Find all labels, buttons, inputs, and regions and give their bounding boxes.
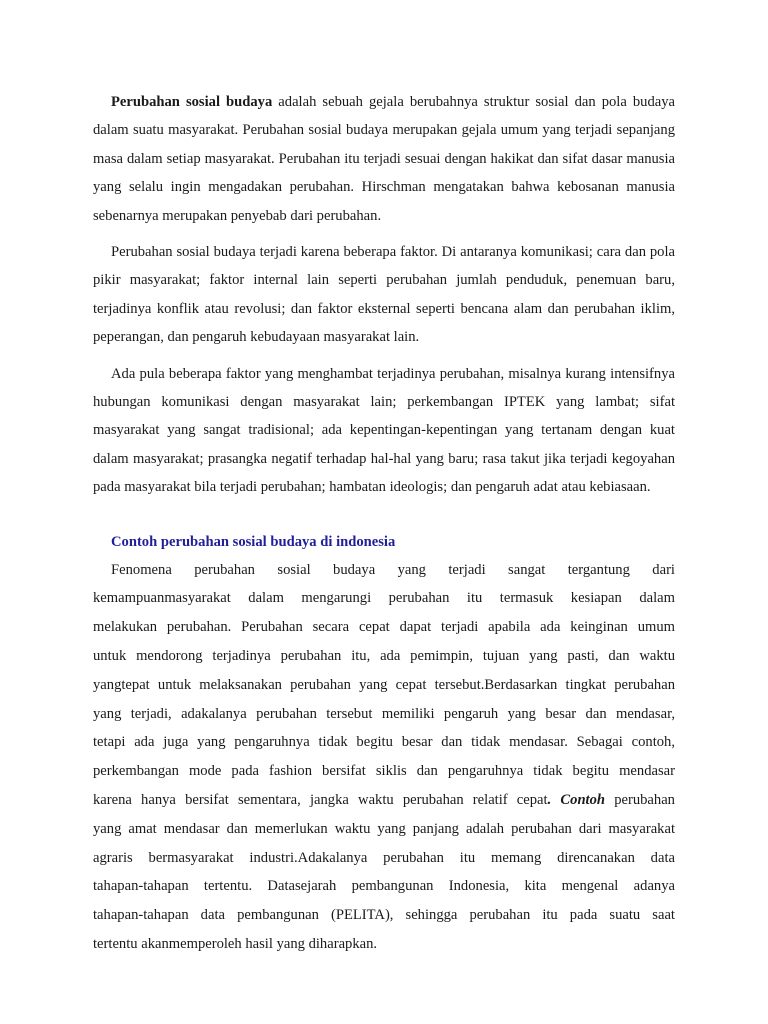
paragraph-obstacles: Ada pula beberapa faktor yang menghambat terjadinya perubahan, misalnya kurang intensifnya hubungan komunikasi dengan masyarakat lain; perkembangan IPTEK yang lambat; sifat masyarakat yang sangat tradisional; ada kepentingan-kepentingan yang tertanam dengan kuat dalam masyarakat; prasangka negatif terhadap hal-hal yang baru; rasa takut jika terjadi kegoyahan pada masyarakat bila terjadi perubahan; hambatan ideologis; dan pengaruh adat atau kebiasaan. [93, 365, 675, 496]
text-line: yang terjadi, adakalanya perubahan tersebut memiliki pengaruh yang besar dan mendasar, [93, 705, 675, 722]
text-line: agraris bermasyarakat industri.Adakalanya perubahan itu memang direncanakan data [93, 849, 675, 866]
text-line: kemampuanmasyarakat dalam mengarungi perubahan itu termasuk kesiapan dalam [93, 590, 675, 607]
text-line: tetapi ada juga yang pengaruhnya tidak begitu besar dan tidak mendasar. Sebagai contoh, [93, 734, 675, 751]
text-line: tahapan-tahapan data pembangunan (PELITA), sehingga perubahan itu pada suatu saat [93, 907, 675, 924]
text-line: tahapan-tahapan tertentu. Datasejarah pembangunan Indonesia, kita mengenal adanya [93, 878, 675, 895]
paragraph-definition-text: adalah sebuah gejala berubahnya struktur sosial dan pola budaya dalam suatu masyarakat. Perubahan sosial budaya merupakan gejala umum yang terjadi sepanjang masa dalam setiap masyarakat. Perubahan itu terjadi sesuai dengan hakikat dan sifat dasar manusia yang selalu ingin mengadakan perubahan. Hirschman mengatakan bahwa kebosanan manusia sebenarnya merupakan penyebab dari perubahan. [93, 94, 675, 224]
document-page [93, 88, 675, 959]
text-line-emphasis [93, 786, 675, 815]
paragraph-examples [93, 556, 675, 959]
paragraph-definition [93, 88, 675, 230]
emphasis-contoh: . Contoh [547, 792, 606, 809]
text-line: Fenomena perubahan sosial budaya yang terjadi sangat tergantung dari [111, 561, 675, 578]
paragraph-factors: Perubahan sosial budaya terjadi karena beberapa faktor. Di antaranya komunikasi; cara dan pola pikir masyarakat; faktor internal lain seperti perubahan jumlah penduduk, penemuan baru, terjadinya konflik atau revolusi; dan faktor eksternal seperti bencana alam dan perubahan iklim, peperangan, dan pengaruh kebudayaan masyarakat lain. [93, 244, 675, 346]
text-segment: karena hanya bersifat sementara, jangka waktu perubahan relatif cepat [93, 792, 548, 809]
text-line: untuk mendorong terjadinya perubahan itu, ada pemimpin, tujuan yang pasti, dan waktu [93, 648, 675, 665]
text-line: tertentu akanmemperoleh hasil yang diharapkan. [93, 936, 378, 953]
text-segment: perubahan [605, 792, 675, 809]
section-heading: Contoh perubahan sosial budaya di indonesia [111, 533, 396, 550]
text-line: yang amat mendasar dan memerlukan waktu yang panjang adalah perubahan dari masyarakat [93, 820, 675, 837]
text-line: perkembangan mode pada fashion bersifat siklis dan pengaruhnya tidak begitu mendasar [93, 763, 675, 780]
paragraph-lead-term: Perubahan sosial budaya [111, 94, 273, 110]
text-line: yangtepat untuk melaksanakan perubahan yang cepat tersebut.Berdasarkan tingkat perubahan [93, 676, 675, 693]
text-line: melakukan perubahan. Perubahan secara cepat dapat terjadi apabila ada keinginan umum [93, 619, 675, 636]
